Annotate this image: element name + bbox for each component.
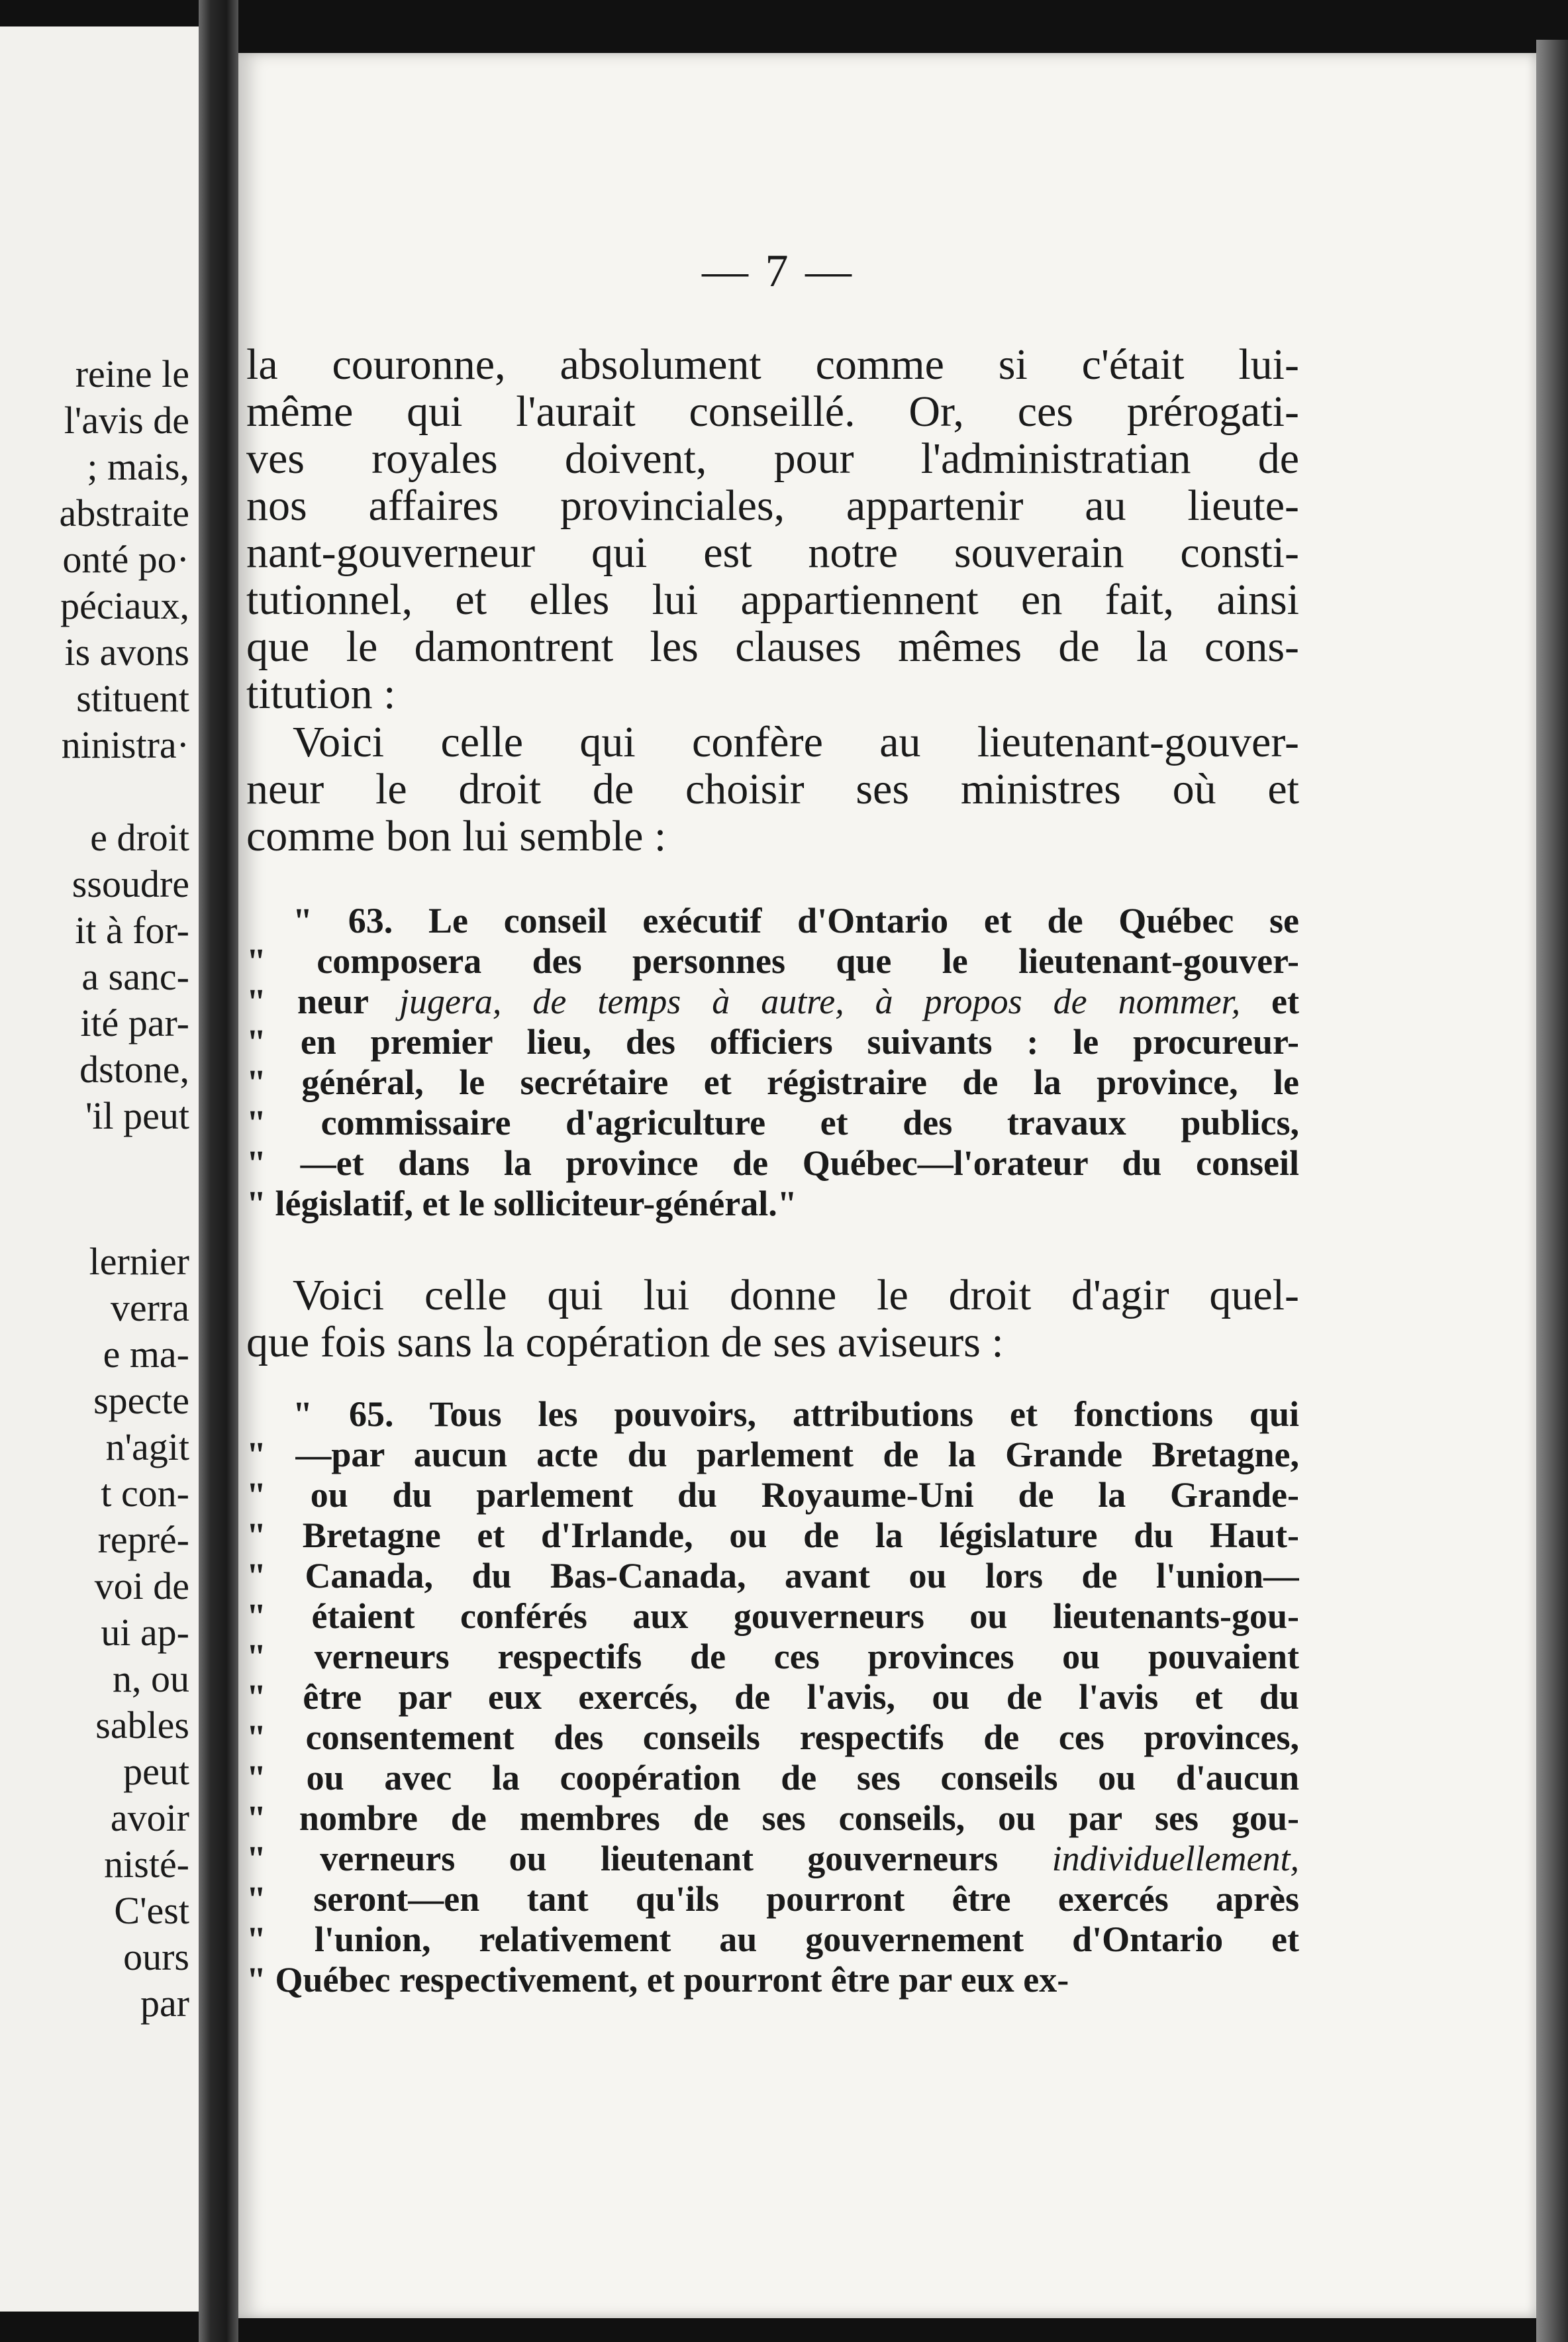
left-line: verra: [110, 1286, 189, 1329]
quote-line: " —par aucun acte du parlement de la Grande Bretagne,: [246, 1435, 1299, 1474]
text-line: nant-gouverneur qui est notre souverain consti-: [246, 529, 1299, 576]
quote-line: " verneurs respectifs de ces provinces ou pouvaient: [246, 1637, 1299, 1676]
quote-line: " ou avec la coopération de ses conseils ou d'aucun: [246, 1758, 1299, 1798]
quote-line: " Québec respectivement, et pourront être par eux ex-: [246, 1960, 1069, 2000]
left-line: e droit: [90, 816, 189, 859]
left-line: is avons: [64, 631, 189, 674]
left-line: repré-: [97, 1518, 189, 1561]
left-line: ui ap-: [101, 1611, 189, 1654]
text-line: Voici celle qui lui donne le droit d'agir quel-: [293, 1272, 1299, 1319]
paragraph-2: [246, 719, 1299, 860]
quote-line: " étaient conférés aux gouverneurs ou lieutenants-gou-: [246, 1596, 1299, 1636]
left-line: reine le: [75, 352, 189, 395]
quote-line: " l'union, relativement au gouvernement d'Ontario et: [246, 1919, 1299, 1959]
quote-line: [246, 1839, 1299, 1879]
left-line: stituent: [76, 677, 189, 720]
quote-line: " composera des personnes que le lieutenant-gouver-: [246, 941, 1299, 981]
italic-text: jugera, de temps à autre, à propos de nommer,: [399, 982, 1241, 1021]
left-line: ninistra·: [61, 723, 189, 766]
left-line: par: [140, 1982, 189, 2025]
text-line: comme bon lui semble :: [246, 813, 667, 860]
left-line: C'est: [114, 1889, 189, 1932]
text-line: que fois sans la copération de ses aviseurs :: [246, 1319, 1004, 1366]
text-line: même qui l'aurait conseillé. Or, ces prérogati-: [246, 388, 1299, 435]
left-line: abstraite: [59, 491, 189, 535]
text-line: titution :: [246, 670, 396, 717]
paragraph-3: [246, 1272, 1299, 1366]
left-line: voi de: [94, 1564, 189, 1607]
left-line: peut: [123, 1750, 189, 1793]
left-line: péciaux,: [60, 584, 189, 627]
text-line: la couronne, absolument comme si c'était lui-: [246, 341, 1299, 388]
previous-page-fragment: [0, 26, 199, 2312]
page-edge: [1536, 40, 1568, 2342]
text-line: que le damontrent les clauses mêmes de la cons-: [246, 623, 1299, 670]
text-line: ves royales doivent, pour l'administratian de: [246, 435, 1299, 482]
text-line: neur le droit de choisir ses ministres où et: [246, 766, 1299, 813]
left-line: a sanc-: [81, 955, 189, 998]
previous-page-block-1: [4, 351, 189, 768]
quote-line: " —et dans la province de Québec—l'orateur du conseil: [246, 1143, 1299, 1183]
quote-article-65: [246, 1394, 1299, 2000]
italic-text: individuellement,: [1052, 1839, 1299, 1878]
left-line: ssoudre: [72, 862, 189, 905]
text-line: tutionnel, et elles lui appartiennent en fait, ainsi: [246, 576, 1299, 623]
quote-line: " Canada, du Bas-Canada, avant ou lors de l'union—: [246, 1556, 1299, 1596]
left-line: ours: [123, 1935, 189, 1978]
left-line: nisté-: [104, 1843, 189, 1886]
left-line: specte: [93, 1379, 189, 1422]
quote-line: " 65. Tous les pouvoirs, attributions et fonctions qui: [293, 1394, 1299, 1434]
quote-text: " neur: [246, 982, 399, 1021]
left-line: sables: [95, 1704, 189, 1747]
left-line: t con-: [101, 1472, 189, 1515]
left-line: l'avis de: [64, 399, 189, 442]
left-line: avoir: [110, 1796, 189, 1839]
previous-page-block-2: [4, 815, 189, 1139]
quote-line: " législatif, et le solliciteur-général.": [246, 1184, 797, 1223]
left-line: it à for-: [75, 909, 189, 952]
left-line: n, ou: [113, 1657, 189, 1700]
quote-line: " 63. Le conseil exécutif d'Ontario et de Québec se: [293, 901, 1299, 941]
quote-line: " en premier lieu, des officiers suivants : le procureur-: [246, 1022, 1299, 1062]
quote-line: " ou du parlement du Royaume-Uni de la Grande-: [246, 1475, 1299, 1515]
text-line: nos affaires provinciales, appartenir au lieute-: [246, 482, 1299, 529]
quote-line: " général, le secrétaire et régistraire de la province, le: [246, 1062, 1299, 1102]
quote-line: " consentement des conseils respectifs de ces provinces,: [246, 1717, 1299, 1757]
quote-line: " Bretagne et d'Irlande, ou de la législature du Haut-: [246, 1515, 1299, 1555]
left-line: dstone,: [79, 1048, 189, 1091]
page-number: — 7 —: [702, 246, 854, 297]
left-line: lernier: [89, 1240, 189, 1283]
quote-article-63: [246, 901, 1299, 1224]
left-line: e ma-: [103, 1333, 189, 1376]
paragraph-1: [246, 341, 1299, 717]
left-line: ité par-: [80, 1001, 189, 1044]
book-gutter: [199, 0, 238, 2342]
left-line: n'agit: [105, 1425, 189, 1468]
quote-line: " seront—en tant qu'ils pourront être exercés après: [246, 1879, 1299, 1919]
previous-page-block-3: [4, 1239, 189, 2027]
left-line: ; mais,: [87, 445, 189, 488]
quote-text: " verneurs ou lieutenant gouverneurs: [246, 1839, 1052, 1878]
quote-line: " être par eux exercés, de l'avis, ou de l'avis et du: [246, 1677, 1299, 1717]
text-line: Voici celle qui confère au lieutenant-gouver-: [293, 719, 1299, 766]
quote-line: " commissaire d'agriculture et des travaux publics,: [246, 1103, 1299, 1143]
quote-line: " nombre de membres de ses conseils, ou par ses gou-: [246, 1798, 1299, 1838]
left-line: 'il peut: [85, 1094, 189, 1137]
left-line: onté po·: [62, 538, 189, 581]
quote-line: [246, 982, 1299, 1022]
quote-text: et: [1240, 982, 1299, 1021]
